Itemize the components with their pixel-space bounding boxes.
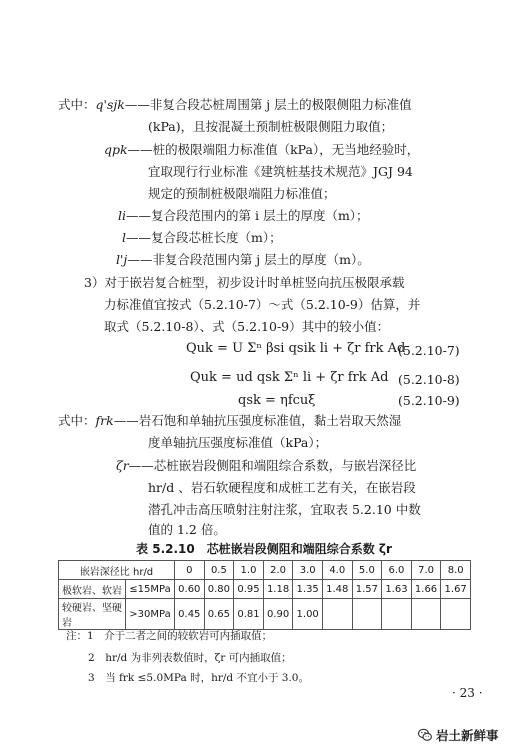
header-label: 嵌岩深径比 hr/d bbox=[59, 561, 175, 580]
def-l-line-1: 复合段芯桩长度（m）； bbox=[151, 230, 282, 245]
def-qpk-line-2: 宜取现行行业标准《建筑桩基技术规范》JGJ 94 bbox=[148, 164, 413, 179]
symbol-qpk: qpk bbox=[104, 142, 128, 157]
symbol-frk: frk bbox=[95, 413, 114, 428]
cell bbox=[322, 599, 352, 630]
def-zeta-line-2: hr/d 、岩石软硬程度和成桩工艺有关，在嵌岩段 bbox=[148, 480, 416, 495]
def-frk-line-2: 度单轴抗压强度标准值（kPa）； bbox=[148, 435, 328, 450]
cell: 1.66 bbox=[411, 580, 441, 599]
clause-3-line-3: 取式（5.2.10-8）、式（5.2.10-9）其中的较小值： bbox=[104, 319, 390, 334]
cell: 1.35 bbox=[293, 580, 323, 599]
cell: 1.00 bbox=[293, 599, 323, 630]
cell bbox=[352, 599, 382, 630]
where-label-1 bbox=[58, 97, 412, 113]
col-7: 6.0 bbox=[382, 561, 412, 580]
cell: 0.81 bbox=[234, 599, 264, 630]
note-text: 介于二者之间的较软岩可内插取值； bbox=[104, 630, 273, 642]
note-number: 1 bbox=[87, 630, 94, 642]
note-text: hr/d 为非列表数值时，ζr 可内插取值； bbox=[105, 652, 292, 664]
cell bbox=[441, 599, 471, 630]
row-range: ≤15MPa bbox=[126, 580, 175, 599]
notes-label: 注： bbox=[66, 630, 87, 642]
cell: 0.95 bbox=[234, 580, 264, 599]
page-number: · 23 · bbox=[452, 686, 483, 700]
col-6: 5.0 bbox=[352, 561, 382, 580]
dash: —— bbox=[126, 230, 151, 245]
equation-number-9: (5.2.10-9) bbox=[398, 393, 460, 408]
note-3 bbox=[88, 670, 309, 685]
dash: —— bbox=[127, 252, 153, 267]
def-lj-line-1: 非复合段范围内第 j 层土的厚度（m）。 bbox=[152, 252, 370, 267]
symbol-li: li bbox=[118, 208, 126, 223]
equation-5-2-10-7: Quk = U Σⁿ βsi qsik li + ζr frk Ad bbox=[186, 341, 406, 356]
col-0: 0 bbox=[175, 561, 205, 580]
col-3: 2.0 bbox=[263, 561, 293, 580]
note-1 bbox=[66, 628, 272, 643]
cell: 0.90 bbox=[263, 599, 293, 630]
row-rock-type: 极软岩、软岩 bbox=[59, 580, 126, 599]
row-range: >30MPa bbox=[126, 599, 175, 630]
table-row bbox=[59, 599, 471, 630]
equation-5-2-10-8: Quk = ud qsk Σⁿ li + ζr frk Ad bbox=[190, 370, 389, 385]
def-lj bbox=[116, 252, 370, 268]
def-qsjk-line-1: 非复合段芯桩周围第 j 层土的极限侧阻力标准值 bbox=[149, 97, 412, 112]
def-l bbox=[122, 230, 282, 246]
col-2: 1.0 bbox=[234, 561, 264, 580]
def-frk-line-1: 岩石饱和单轴抗压强度标准值，黏土岩取天然湿 bbox=[138, 413, 402, 428]
cell: 0.80 bbox=[204, 580, 234, 599]
symbol-lj: l'j bbox=[116, 252, 128, 267]
table-row bbox=[59, 580, 471, 599]
def-li bbox=[118, 208, 369, 224]
cell: 1.63 bbox=[382, 580, 412, 599]
note-number: 3 bbox=[88, 672, 95, 684]
cell: 1.48 bbox=[322, 580, 352, 599]
def-zeta-line-3: 潜孔冲击高压喷射注射注浆，宜取表 5.2.10 中数 bbox=[148, 502, 421, 517]
cell: 1.57 bbox=[352, 580, 382, 599]
equation-number-8: (5.2.10-8) bbox=[398, 372, 460, 387]
col-9: 8.0 bbox=[441, 561, 471, 580]
note-text: 当 frk ≤5.0MPa 时，hr/d 不宜小于 3.0。 bbox=[105, 672, 309, 684]
note-2 bbox=[88, 650, 292, 665]
symbol-zeta: ζr bbox=[116, 458, 129, 473]
col-5: 4.0 bbox=[322, 561, 352, 580]
table-caption: 表 5.2.10 芯桩嵌岩段侧阻和端阻综合系数 ζr bbox=[136, 542, 392, 556]
cell: 1.67 bbox=[441, 580, 471, 599]
cell: 1.18 bbox=[263, 580, 293, 599]
dash: —— bbox=[127, 142, 153, 157]
def-zeta bbox=[116, 458, 416, 474]
cell: 0.45 bbox=[175, 599, 205, 630]
dash: —— bbox=[124, 97, 150, 112]
cell bbox=[382, 599, 412, 630]
equation-5-2-10-9: qsk = ηfcuξ bbox=[238, 393, 316, 408]
dash: —— bbox=[128, 458, 154, 473]
coefficient-table bbox=[58, 560, 471, 630]
def-zeta-line-4: 值的 1.2 倍。 bbox=[148, 522, 226, 537]
equation-number-7: (5.2.10-7) bbox=[398, 343, 460, 358]
def-li-line-1: 复合段范围内的第 i 层土的厚度（m）； bbox=[151, 208, 369, 223]
def-qpk bbox=[104, 142, 419, 158]
symbol-l: l bbox=[122, 230, 126, 245]
col-4: 3.0 bbox=[293, 561, 323, 580]
note-number: 2 bbox=[88, 652, 95, 664]
def-qsjk-line-2: (kPa)，且按混凝土预制桩极限侧阻力取值； bbox=[148, 119, 394, 134]
clause-3-text-1: 对于嵌岩复合桩型，初步设计时单桩竖向抗压极限承载 bbox=[104, 275, 405, 290]
where-prefix: 式中： bbox=[58, 97, 96, 112]
def-qpk-line-3: 规定的预制桩极限端阻力标准值； bbox=[148, 186, 336, 201]
wechat-icon bbox=[418, 728, 432, 742]
where-prefix-2: 式中： bbox=[58, 413, 96, 428]
cell bbox=[411, 599, 441, 630]
table-header-row bbox=[59, 561, 471, 580]
watermark bbox=[418, 726, 499, 744]
watermark-text: 岩土新鲜事 bbox=[436, 728, 499, 743]
cell: 0.60 bbox=[175, 580, 205, 599]
col-8: 7.0 bbox=[411, 561, 441, 580]
col-1: 0.5 bbox=[204, 561, 234, 580]
clause-3-number: 3） bbox=[84, 275, 105, 290]
symbol-qsjk: q'sjk bbox=[95, 97, 125, 112]
dash: —— bbox=[126, 208, 151, 223]
cell: 0.65 bbox=[204, 599, 234, 630]
dash: —— bbox=[113, 413, 139, 428]
clause-3-line-2: 力标准值宜按式（5.2.10-7）～式（5.2.10-9）估算，并 bbox=[104, 297, 421, 312]
row-rock-type: 较硬岩、坚硬岩 bbox=[59, 599, 126, 630]
clause-3-line-1 bbox=[84, 275, 404, 291]
def-qpk-line-1: 桩的极限端阻力标准值（kPa），无当地经验时， bbox=[152, 142, 420, 157]
def-zeta-line-1: 芯桩嵌岩段侧阻和端阻综合系数，与嵌岩深径比 bbox=[153, 458, 417, 473]
def-frk bbox=[58, 413, 401, 429]
